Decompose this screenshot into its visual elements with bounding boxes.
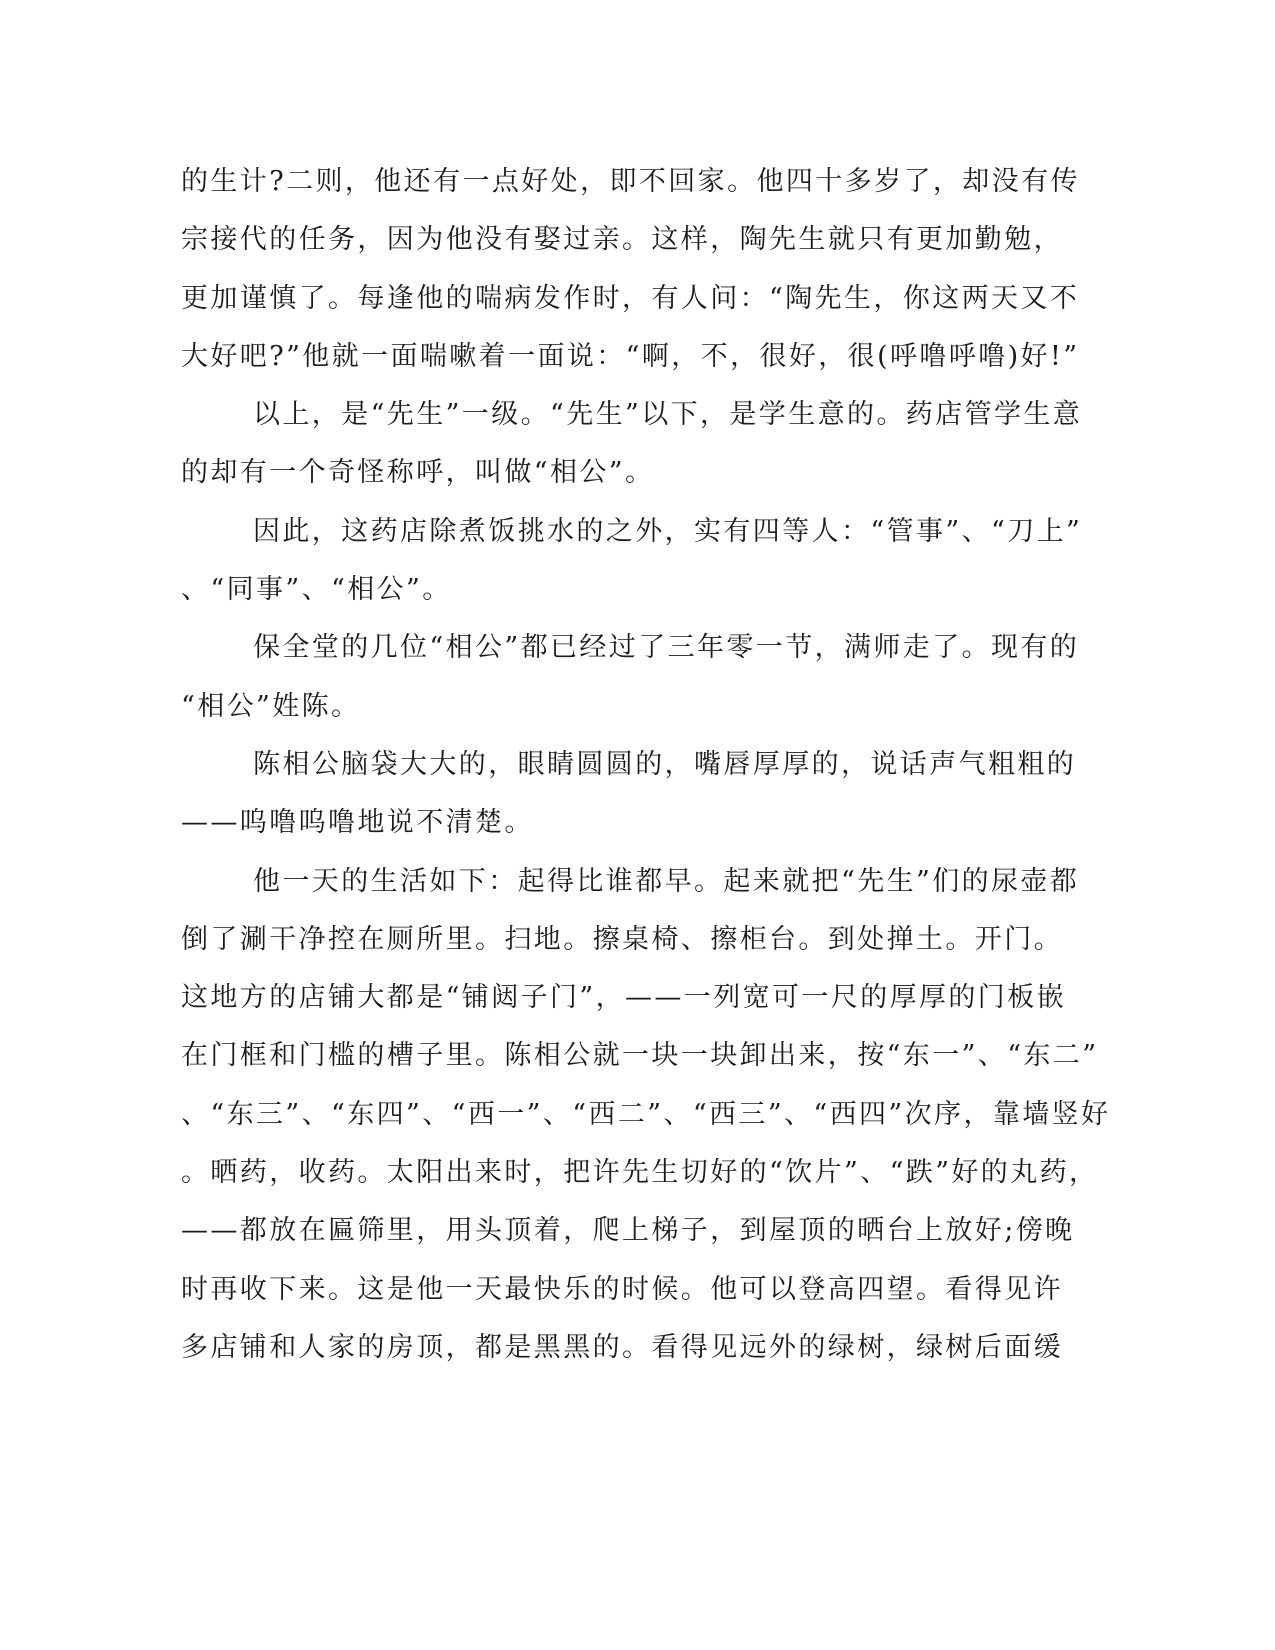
text-line: 保全堂的几位“相公”都已经过了三年零一节，满师走了。现有的: [253, 632, 1080, 664]
text-line: 在门框和门槛的槽子里。陈相公就一块一块卸出来，按“东一”、“东二”: [181, 1040, 1099, 1072]
text-line: 这地方的店铺大都是“铺闼子门”，——一列宽可一尺的厚厚的门板嵌: [181, 982, 1067, 1014]
text-line: 宗接代的任务，因为他没有娶过亲。这样，陶先生就只有更加勤勉，: [181, 224, 1063, 256]
text-line: ——都放在匾筛里，用头顶着，爬上梯子，到屋顶的晒台上放好;傍晚: [181, 1215, 1075, 1247]
text-line: 因此，这药店除煮饭挑水的之外，实有四等人：“管事”、“刀上”: [253, 515, 1083, 547]
text-line: 以上，是“先生”一级。“先生”以下，是学生意的。药店管学生意: [253, 399, 1083, 431]
text-line: 倒了涮干净控在厕所里。扫地。擦桌椅、擦柜台。到处掸土。开门。: [181, 923, 1063, 955]
text-line: 大好吧?”他就一面喘嗽着一面说：“啊，不，很好，很(呼噜呼噜)好!”: [181, 340, 1080, 372]
text-line: “相公”姓陈。: [181, 690, 361, 722]
text-line: 陈相公脑袋大大的，眼睛圆圆的，嘴唇厚厚的，说话声气粗粗的: [253, 748, 1077, 780]
text-line: ——呜噜呜噜地说不清楚。: [181, 807, 534, 839]
text-line: 的却有一个奇怪称呼，叫做“相公”。: [181, 457, 655, 489]
text-line: 的生计?二则，他还有一点好处，即不回家。他四十多岁了，却没有传: [181, 166, 1080, 197]
text-line: 更加谨慎了。每逢他的喘病发作时，有人问：“陶先生，你这两天又不: [181, 282, 1080, 314]
text-line: 时再收下来。这是他一天最快乐的时候。他可以登高四望。看得见许: [181, 1273, 1063, 1305]
text-line: 、“东三”、“东四”、“西一”、“西二”、“西三”、“西四”次序，靠墙竖好: [181, 1098, 1111, 1130]
body-text: [181, 157, 1111, 1381]
text-line: 他一天的生活如下：起得比谁都早。起来就把“先生”们的尿壶都: [253, 865, 1080, 897]
text-line: 、“同事”、“相公”。: [181, 574, 452, 606]
text-line: 多店铺和人家的房顶，都是黑黑的。看得见远外的绿树，绿树后面缓: [181, 1331, 1063, 1363]
text-line: 。晒药，收药。太阳出来时，把许先生切好的“饮片”、“跌”好的丸药，: [181, 1157, 1099, 1189]
